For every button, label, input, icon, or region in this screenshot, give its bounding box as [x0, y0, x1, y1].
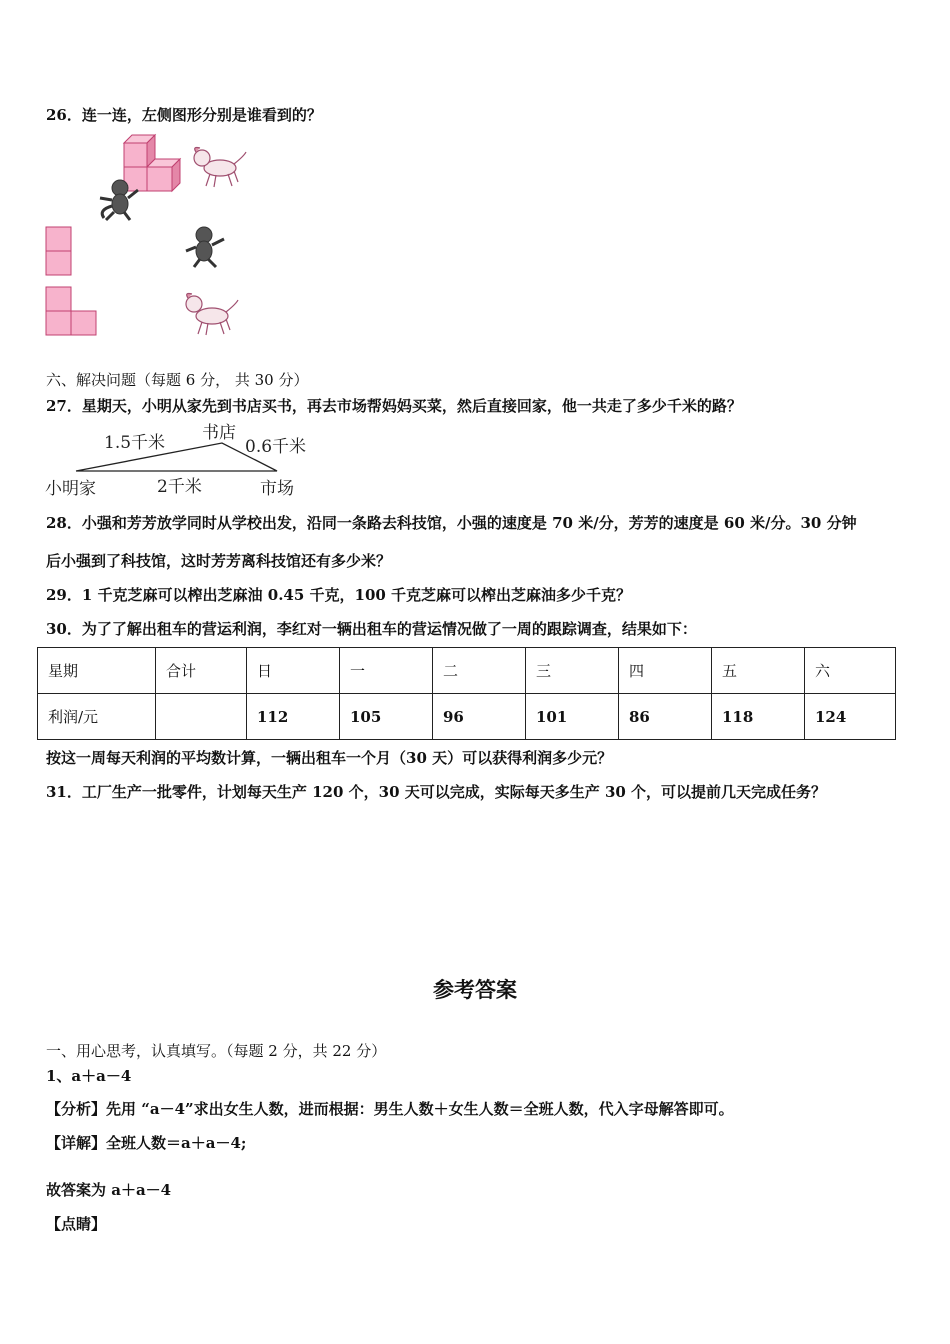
dog-icon: [180, 292, 242, 338]
table-row: [38, 694, 896, 740]
table-cell: 112: [247, 694, 340, 740]
question-31: 31．工厂生产一批零件，计划每天生产 120 个，30 天可以完成，实际每天多生产 30 个，可以提前几天完成任务？: [46, 783, 827, 801]
two-square-view: [45, 226, 73, 278]
table-cell: 利润/元: [38, 694, 156, 740]
answer-comment: 【点睛】: [46, 1215, 107, 1233]
label-home-market: 2千米: [157, 477, 202, 497]
answers-section-1: 一、用心思考，认真填写。（每题 2 分，共 22 分）: [46, 1042, 387, 1060]
answer-detail: 【详解】全班人数＝a＋a－4;: [46, 1134, 247, 1152]
table-cell: 124: [805, 694, 896, 740]
dog-icon: [188, 144, 250, 190]
question-28-line1: 28．小强和芳芳放学同时从学校出发，沿同一条路去科技馆，小强的速度是 70 米/分，芳芳的速度是 60 米/分。30 分钟: [46, 514, 857, 532]
monkey-icon: [94, 176, 142, 222]
question-30-followup: 按这一周每天利润的平均数计算，一辆出租车一个月（30 天）可以获得利润多少元？: [46, 749, 613, 767]
answers-title: 参考答案: [433, 977, 517, 1002]
table-cell: 星期: [38, 648, 156, 694]
table-cell: 二: [433, 648, 526, 694]
l-shape-view: [45, 286, 100, 338]
monkey-icon: [182, 223, 230, 269]
label-home: 小明家: [45, 479, 96, 499]
table-cell: 六: [805, 648, 896, 694]
label-market: 市场: [260, 479, 294, 499]
route-diagram: [40, 420, 320, 500]
table-header-row: [38, 648, 896, 694]
answer-conclusion: 故答案为 a＋a－4: [46, 1181, 172, 1199]
question-30: 30．为了了解出租车的营运利润，李红对一辆出租车的营运情况做了一周的跟踪调查，结果如下：: [46, 620, 697, 638]
question-29: 29．1 千克芝麻可以榨出芝麻油 0.45 千克，100 千克芝麻可以榨出芝麻油多少千克？: [46, 586, 632, 604]
label-home-bookstore: 1.5千米: [104, 433, 166, 453]
label-bookstore: 书店: [202, 423, 236, 443]
profit-table: [37, 647, 896, 740]
answer-item-1: 1、a＋a－4: [46, 1067, 132, 1085]
question-28-line2: 后小强到了科技馆，这时芳芳离科技馆还有多少米？: [46, 552, 392, 570]
table-cell: 三: [526, 648, 619, 694]
section-6-heading: 六、解决问题（每题 6 分， 共 30 分）: [46, 371, 309, 389]
table-cell: 96: [433, 694, 526, 740]
table-cell: [156, 694, 247, 740]
table-cell: 一: [340, 648, 433, 694]
label-bookstore-market: 0.6千米: [245, 437, 307, 457]
table-cell: 118: [712, 694, 805, 740]
table-cell: 四: [619, 648, 712, 694]
answer-analysis: 【分析】先用 “a－4”求出女生人数，进而根据：男生人数＋女生人数＝全班人数，代入字母解答即可。: [46, 1100, 734, 1118]
table-cell: 五: [712, 648, 805, 694]
table-cell: 合计: [156, 648, 247, 694]
table-cell: 105: [340, 694, 433, 740]
table-cell: 101: [526, 694, 619, 740]
question-26: 26．连一连，左侧图形分别是谁看到的？: [46, 106, 322, 124]
question-27: 27．星期天，小明从家先到书店买书，再去市场帮妈妈买菜，然后直接回家，他一共走了多少千米的路？: [46, 397, 742, 415]
table-cell: 日: [247, 648, 340, 694]
table-cell: 86: [619, 694, 712, 740]
